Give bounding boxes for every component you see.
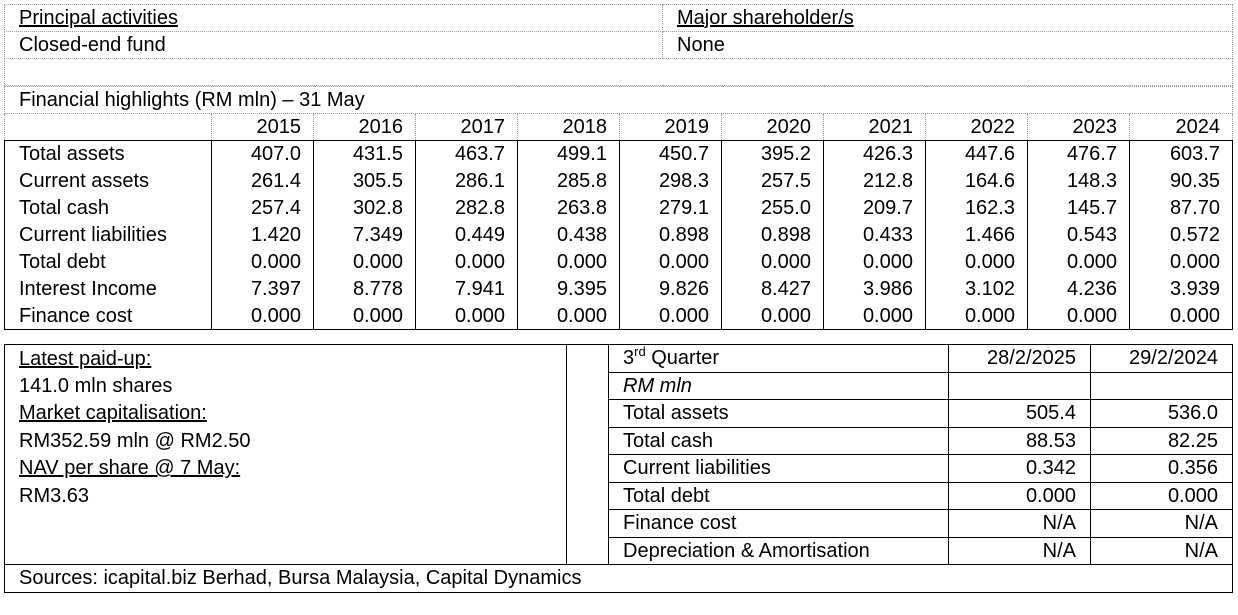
financial-value-cell: 0.000 <box>824 249 926 276</box>
year-header: 2015 <box>212 114 314 141</box>
quarter-row-label: Total cash <box>609 427 949 455</box>
financial-value-cell: 3.986 <box>824 276 926 303</box>
financial-value-cell: 0.572 <box>1130 222 1233 249</box>
financial-value-cell: 7.397 <box>212 276 314 303</box>
nav-value: RM3.63 <box>5 482 567 510</box>
quarter-row-value: 0.000 <box>1091 482 1233 510</box>
share-and-quarter-table <box>4 344 1233 593</box>
financial-value-cell: 0.543 <box>1028 222 1130 249</box>
financial-highlights-title: Financial highlights (RM mln) – 31 May <box>5 87 1233 114</box>
quarter-row-value: N/A <box>1091 537 1233 565</box>
quarter-title: 3rd Quarter <box>609 345 949 373</box>
financial-value-cell: 279.1 <box>620 195 722 222</box>
financial-value-cell: 0.000 <box>926 303 1028 330</box>
financial-row-label: Total cash <box>5 195 212 222</box>
financial-value-cell: 431.5 <box>314 141 416 168</box>
quarter-row-value: 88.53 <box>949 427 1091 455</box>
financial-value-cell: 87.70 <box>1130 195 1233 222</box>
financial-value-cell: 0.000 <box>212 303 314 330</box>
spacer-row <box>5 59 1233 86</box>
paidup-label: Latest paid-up: <box>19 347 152 370</box>
market-cap-value: RM352.59 mln @ RM2.50 <box>5 427 567 455</box>
principal-activities-label: Principal activities <box>5 5 663 32</box>
financial-value-cell: 257.4 <box>212 195 314 222</box>
financial-value-cell: 1.420 <box>212 222 314 249</box>
financial-highlights-table <box>4 86 1233 330</box>
financial-value-cell: 0.000 <box>212 249 314 276</box>
financial-value-cell: 447.6 <box>926 141 1028 168</box>
quarter-row-label: Current liabilities <box>609 455 949 483</box>
financial-row <box>5 141 1233 168</box>
profile-table <box>4 4 1233 86</box>
financial-row <box>5 195 1233 222</box>
quarter-row-value: 0.000 <box>949 482 1091 510</box>
quarter-row-value: 0.342 <box>949 455 1091 483</box>
quarter-row-value: 536.0 <box>1091 400 1233 428</box>
financial-value-cell: 7.349 <box>314 222 416 249</box>
years-header-row <box>5 114 1233 141</box>
financial-value-cell: 261.4 <box>212 168 314 195</box>
financial-row <box>5 276 1233 303</box>
financial-value-cell: 0.000 <box>518 249 620 276</box>
major-shareholder-value: None <box>663 32 1233 59</box>
paidup-value: 141.0 mln shares <box>5 372 567 400</box>
financial-value-cell: 263.8 <box>518 195 620 222</box>
financial-value-cell: 255.0 <box>722 195 824 222</box>
header-blank <box>5 114 212 141</box>
financial-value-cell: 298.3 <box>620 168 722 195</box>
financial-value-cell: 407.0 <box>212 141 314 168</box>
financial-value-cell: 426.3 <box>824 141 926 168</box>
financial-value-cell: 90.35 <box>1130 168 1233 195</box>
financial-value-cell: 0.000 <box>416 303 518 330</box>
financial-value-cell: 0.000 <box>1028 249 1130 276</box>
financial-value-cell: 0.000 <box>416 249 518 276</box>
year-header: 2021 <box>824 114 926 141</box>
quarter-row-value: 0.356 <box>1091 455 1233 483</box>
financial-value-cell: 9.395 <box>518 276 620 303</box>
market-cap-label: Market capitalisation: <box>19 402 207 425</box>
financial-value-cell: 145.7 <box>1028 195 1130 222</box>
financial-row-label: Total debt <box>5 249 212 276</box>
financial-row <box>5 168 1233 195</box>
quarter-row-value: N/A <box>1091 510 1233 538</box>
financial-value-cell: 450.7 <box>620 141 722 168</box>
financial-value-cell: 0.000 <box>1130 249 1233 276</box>
year-header: 2019 <box>620 114 722 141</box>
quarter-row-value: N/A <box>949 537 1091 565</box>
financial-value-cell: 4.236 <box>1028 276 1130 303</box>
financial-value-cell: 8.778 <box>314 276 416 303</box>
year-header: 2022 <box>926 114 1028 141</box>
financial-row-label: Finance cost <box>5 303 212 330</box>
financial-value-cell: 209.7 <box>824 195 926 222</box>
financial-value-cell: 9.826 <box>620 276 722 303</box>
financial-value-cell: 0.000 <box>1028 303 1130 330</box>
financial-value-cell: 603.7 <box>1130 141 1233 168</box>
financial-value-cell: 148.3 <box>1028 168 1130 195</box>
major-shareholder-label: Major shareholder/s <box>663 5 1233 32</box>
financial-value-cell: 0.433 <box>824 222 926 249</box>
financial-value-cell: 0.000 <box>824 303 926 330</box>
quarter-row-label: Depreciation & Amortisation <box>609 537 949 565</box>
financial-value-cell: 257.5 <box>722 168 824 195</box>
financial-value-cell: 3.939 <box>1130 276 1233 303</box>
quarter-row-label: Total assets <box>609 400 949 428</box>
financial-value-cell: 395.2 <box>722 141 824 168</box>
year-header: 2017 <box>416 114 518 141</box>
quarter-row-value: 505.4 <box>949 400 1091 428</box>
financial-value-cell: 0.000 <box>722 303 824 330</box>
quarter-unit: RM mln <box>609 372 949 400</box>
financial-value-cell: 282.8 <box>416 195 518 222</box>
financial-value-cell: 499.1 <box>518 141 620 168</box>
year-header: 2016 <box>314 114 416 141</box>
financial-value-cell: 285.8 <box>518 168 620 195</box>
quarter-row-label: Total debt <box>609 482 949 510</box>
financial-value-cell: 0.000 <box>926 249 1028 276</box>
year-header: 2020 <box>722 114 824 141</box>
financial-value-cell: 0.438 <box>518 222 620 249</box>
financial-value-cell: 3.102 <box>926 276 1028 303</box>
financial-value-cell: 1.466 <box>926 222 1028 249</box>
financial-value-cell: 212.8 <box>824 168 926 195</box>
financial-row-label: Current assets <box>5 168 212 195</box>
quarter-row-value: 82.25 <box>1091 427 1233 455</box>
financial-value-cell: 0.000 <box>314 249 416 276</box>
financial-value-cell: 463.7 <box>416 141 518 168</box>
financial-value-cell: 476.7 <box>1028 141 1130 168</box>
financial-row <box>5 303 1233 330</box>
financial-row-label: Interest Income <box>5 276 212 303</box>
fund-factsheet <box>4 4 1232 593</box>
year-header: 2024 <box>1130 114 1233 141</box>
financial-row <box>5 222 1233 249</box>
financial-value-cell: 0.000 <box>620 303 722 330</box>
sources-note: Sources: icapital.biz Berhad, Bursa Malaysia, Capital Dynamics <box>5 565 1233 593</box>
financial-row <box>5 249 1233 276</box>
financial-value-cell: 0.000 <box>1130 303 1233 330</box>
financial-value-cell: 0.449 <box>416 222 518 249</box>
financial-value-cell: 302.8 <box>314 195 416 222</box>
financial-value-cell: 162.3 <box>926 195 1028 222</box>
financial-rows <box>5 141 1233 330</box>
financial-value-cell: 0.000 <box>620 249 722 276</box>
quarter-row-label: Finance cost <box>609 510 949 538</box>
financial-value-cell: 0.000 <box>722 249 824 276</box>
financial-value-cell: 8.427 <box>722 276 824 303</box>
quarter-row-value: N/A <box>949 510 1091 538</box>
principal-activities-value: Closed-end fund <box>5 32 663 59</box>
year-header: 2018 <box>518 114 620 141</box>
financial-value-cell: 0.898 <box>722 222 824 249</box>
financial-value-cell: 7.941 <box>416 276 518 303</box>
nav-label: NAV per share @ 7 May: <box>19 457 241 480</box>
financial-value-cell: 0.000 <box>518 303 620 330</box>
financial-value-cell: 305.5 <box>314 168 416 195</box>
financial-value-cell: 164.6 <box>926 168 1028 195</box>
financial-row-label: Total assets <box>5 141 212 168</box>
financial-value-cell: 286.1 <box>416 168 518 195</box>
quarter-col2-header: 29/2/2024 <box>1091 345 1233 373</box>
financial-value-cell: 0.000 <box>314 303 416 330</box>
financial-value-cell: 0.898 <box>620 222 722 249</box>
financial-row-label: Current liabilities <box>5 222 212 249</box>
year-header: 2023 <box>1028 114 1130 141</box>
quarter-col1-header: 28/2/2025 <box>949 345 1091 373</box>
